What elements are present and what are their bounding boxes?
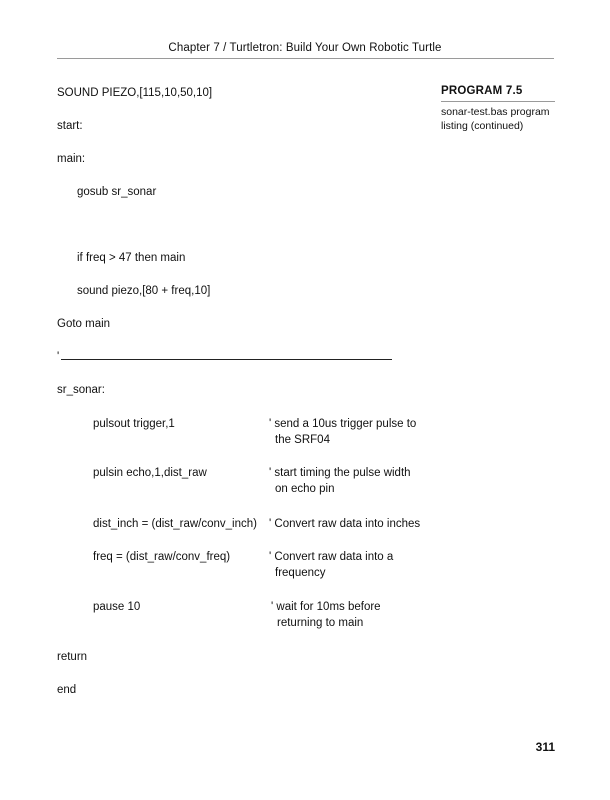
code-line-main-label: main: bbox=[57, 153, 86, 165]
code-line-return: return bbox=[57, 651, 88, 663]
comment-freq-2: frequency bbox=[275, 567, 326, 579]
sidebar-rule bbox=[441, 101, 555, 102]
code-line-pulsout: pulsout trigger,1 bbox=[93, 418, 175, 430]
comment-freq-1: ' Convert raw data into a bbox=[269, 551, 394, 563]
running-header: Chapter 7 / Turtletron: Build Your Own Robotic Turtle bbox=[168, 42, 442, 54]
program-label: PROGRAM 7.5 bbox=[441, 85, 523, 97]
code-line-freq: freq = (dist_raw/conv_freq) bbox=[93, 551, 231, 563]
comment-pulsin-1: ' start timing the pulse width bbox=[269, 467, 411, 479]
comment-pause-2: returning to main bbox=[277, 617, 364, 629]
code-line-sound-piezo: sound piezo,[80 + freq,10] bbox=[77, 285, 211, 297]
program-caption: sonar-test.bas program listing (continued) bbox=[441, 106, 550, 132]
comment-pulsout-2: the SRF04 bbox=[275, 434, 330, 446]
header-rule bbox=[57, 58, 554, 59]
code-line-if: if freq > 47 then main bbox=[77, 252, 186, 264]
code-line-pause: pause 10 bbox=[93, 601, 141, 613]
comment-separator bbox=[57, 349, 392, 361]
comment-dist-inch: ' Convert raw data into inches bbox=[269, 518, 421, 530]
page-number: 311 bbox=[535, 740, 555, 754]
code-line-end: end bbox=[57, 684, 77, 696]
code-line-sr-sonar-label: sr_sonar: bbox=[57, 384, 105, 396]
code-line-start-label: start: bbox=[57, 120, 83, 132]
comment-pause-1: ' wait for 10ms before bbox=[271, 601, 381, 613]
code-line-pulsin: pulsin echo,1,dist_raw bbox=[93, 467, 207, 479]
code-line-sound: SOUND PIEZO,[115,10,50,10] bbox=[57, 87, 213, 99]
separator-line bbox=[61, 359, 392, 360]
comment-pulsout-1: ' send a 10us trigger pulse to bbox=[269, 418, 417, 430]
code-line-gosub: gosub sr_sonar bbox=[77, 186, 157, 198]
separator-apostrophe: ' bbox=[57, 351, 60, 363]
code-line-goto: Goto main bbox=[57, 318, 111, 330]
comment-pulsin-2: on echo pin bbox=[275, 483, 335, 495]
code-line-dist-inch: dist_inch = (dist_raw/conv_inch) bbox=[93, 518, 257, 530]
